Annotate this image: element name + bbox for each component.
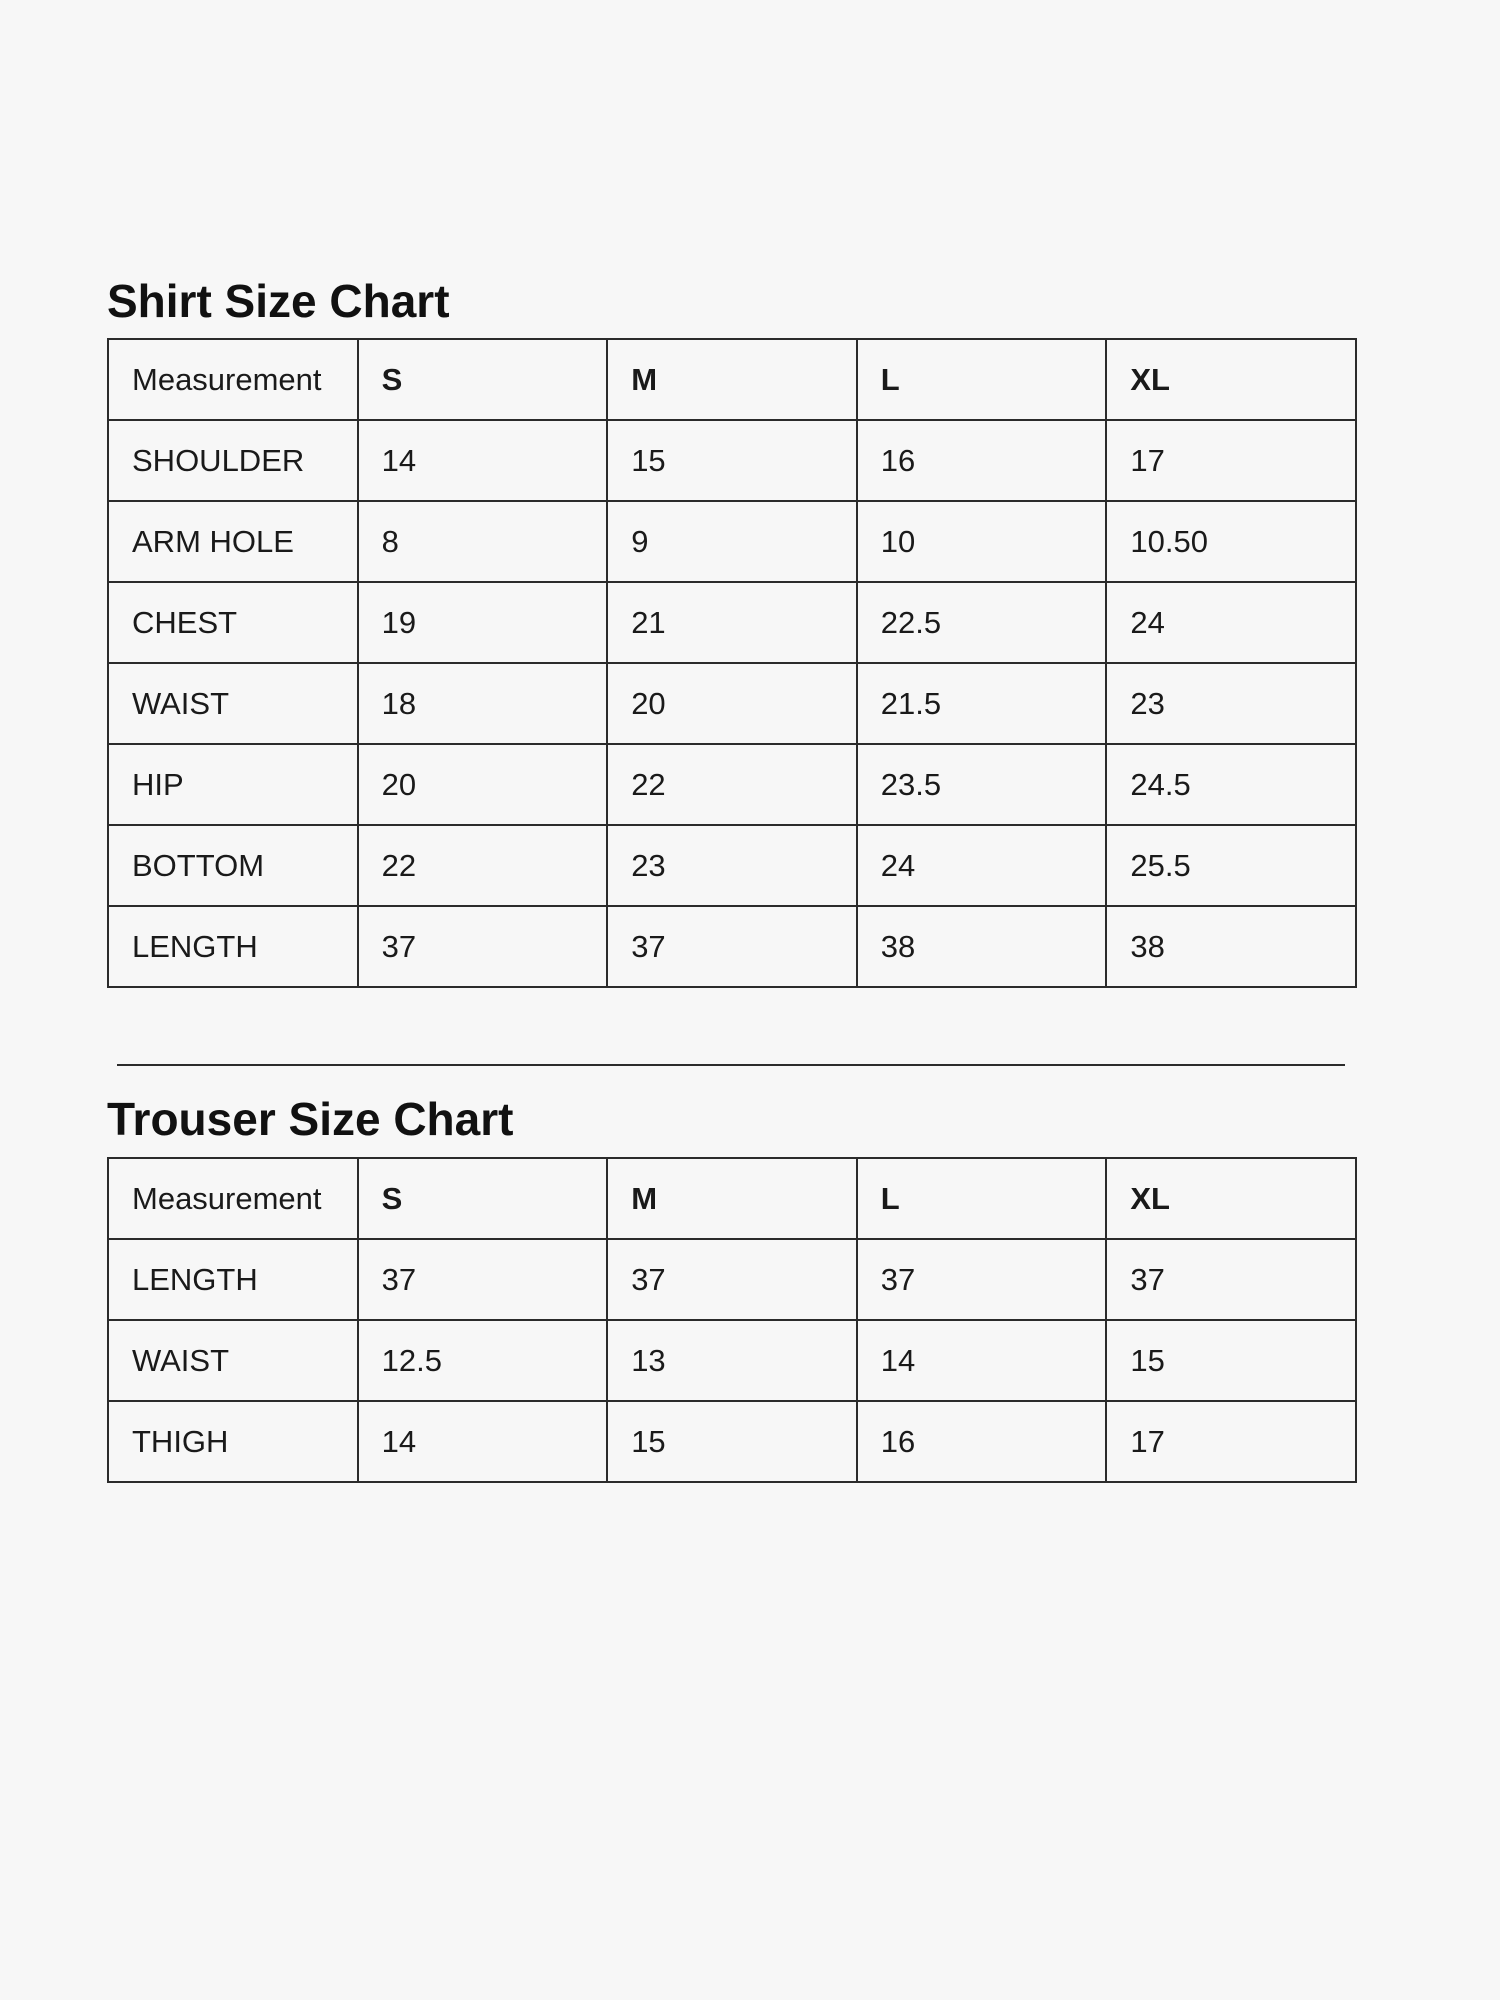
cell-value: 17 — [1106, 1401, 1356, 1482]
table-header-row — [108, 1158, 1356, 1239]
cell-value: 22 — [607, 744, 857, 825]
cell-value: 37 — [607, 1239, 857, 1320]
cell-value: 13 — [607, 1320, 857, 1401]
cell-value: 23 — [1106, 663, 1356, 744]
table-row — [108, 1320, 1356, 1401]
cell-value: 20 — [607, 663, 857, 744]
cell-value: 15 — [607, 1401, 857, 1482]
trouser-size-table — [107, 1157, 1357, 1483]
table-row — [108, 906, 1356, 987]
cell-value: 21 — [607, 582, 857, 663]
trouser-chart-title: Trouser Size Chart — [107, 1093, 514, 1145]
cell-value: 37 — [1106, 1239, 1356, 1320]
cell-value: 25.5 — [1106, 825, 1356, 906]
cell-value: 23.5 — [857, 744, 1107, 825]
row-label: LENGTH — [108, 906, 358, 987]
table-header-row — [108, 339, 1356, 420]
cell-value: 37 — [358, 1239, 608, 1320]
cell-value: 22.5 — [857, 582, 1107, 663]
cell-value: 14 — [358, 420, 608, 501]
row-label: HIP — [108, 744, 358, 825]
cell-value: 37 — [358, 906, 608, 987]
row-label: SHOULDER — [108, 420, 358, 501]
row-label: CHEST — [108, 582, 358, 663]
header-size-m: M — [607, 1158, 857, 1239]
cell-value: 16 — [857, 420, 1107, 501]
cell-value: 24 — [857, 825, 1107, 906]
table-row — [108, 663, 1356, 744]
cell-value: 14 — [358, 1401, 608, 1482]
cell-value: 38 — [857, 906, 1107, 987]
header-size-xl: XL — [1106, 339, 1356, 420]
header-size-l: L — [857, 339, 1107, 420]
row-label: ARM HOLE — [108, 501, 358, 582]
cell-value: 12.5 — [358, 1320, 608, 1401]
header-size-s: S — [358, 1158, 608, 1239]
cell-value: 17 — [1106, 420, 1356, 501]
cell-value: 37 — [857, 1239, 1107, 1320]
header-size-xl: XL — [1106, 1158, 1356, 1239]
header-size-s: S — [358, 339, 608, 420]
row-label: WAIST — [108, 663, 358, 744]
cell-value: 37 — [607, 906, 857, 987]
cell-value: 22 — [358, 825, 608, 906]
cell-value: 10.50 — [1106, 501, 1356, 582]
header-size-l: L — [857, 1158, 1107, 1239]
row-label: BOTTOM — [108, 825, 358, 906]
cell-value: 20 — [358, 744, 608, 825]
cell-value: 9 — [607, 501, 857, 582]
table-row — [108, 1401, 1356, 1482]
cell-value: 16 — [857, 1401, 1107, 1482]
cell-value: 10 — [857, 501, 1107, 582]
cell-value: 15 — [607, 420, 857, 501]
table-row — [108, 420, 1356, 501]
cell-value: 18 — [358, 663, 608, 744]
row-label: WAIST — [108, 1320, 358, 1401]
cell-value: 23 — [607, 825, 857, 906]
cell-value: 24.5 — [1106, 744, 1356, 825]
table-row — [108, 825, 1356, 906]
table-row — [108, 1239, 1356, 1320]
table-row — [108, 501, 1356, 582]
cell-value: 21.5 — [857, 663, 1107, 744]
table-row — [108, 744, 1356, 825]
cell-value: 14 — [857, 1320, 1107, 1401]
shirt-size-table — [107, 338, 1357, 988]
cell-value: 24 — [1106, 582, 1356, 663]
header-measurement: Measurement — [108, 1158, 358, 1239]
row-label: THIGH — [108, 1401, 358, 1482]
table-row — [108, 582, 1356, 663]
row-label: LENGTH — [108, 1239, 358, 1320]
cell-value: 19 — [358, 582, 608, 663]
shirt-chart-title: Shirt Size Chart — [107, 275, 450, 327]
section-divider — [117, 1064, 1345, 1066]
header-measurement: Measurement — [108, 339, 358, 420]
header-size-m: M — [607, 339, 857, 420]
cell-value: 8 — [358, 501, 608, 582]
cell-value: 15 — [1106, 1320, 1356, 1401]
cell-value: 38 — [1106, 906, 1356, 987]
